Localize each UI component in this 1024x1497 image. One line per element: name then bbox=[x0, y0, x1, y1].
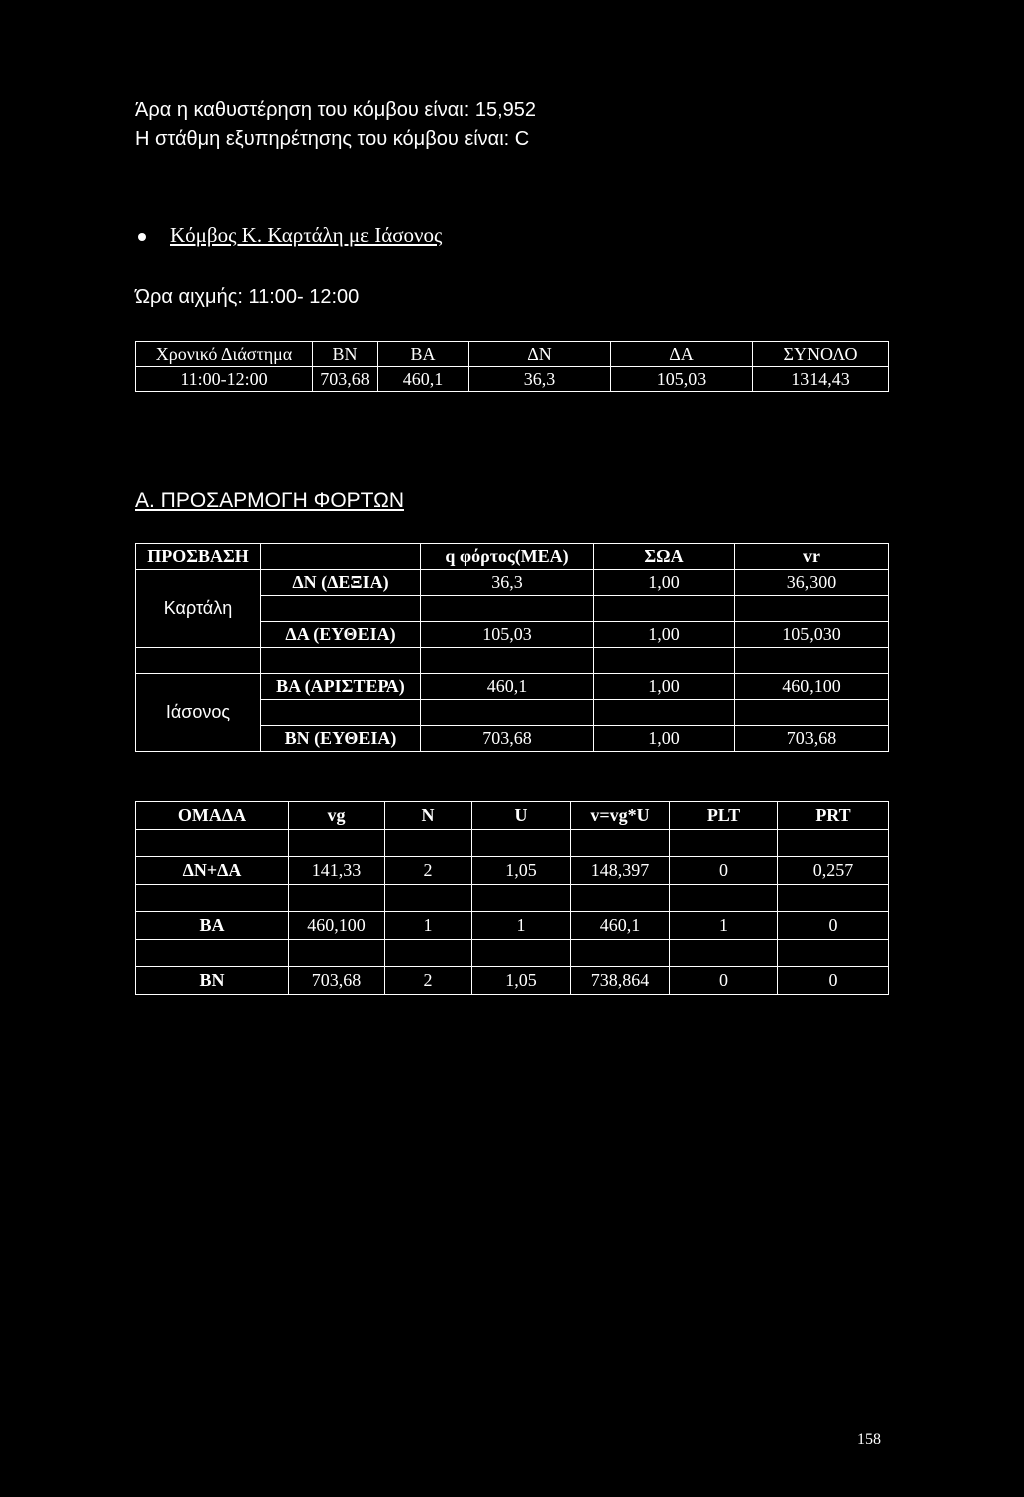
table-cell bbox=[472, 939, 571, 967]
table-cell: 0 bbox=[778, 967, 889, 995]
table-cell: 460,1 bbox=[378, 367, 469, 392]
table-header-cell: vr bbox=[735, 544, 889, 570]
table-cell bbox=[735, 596, 889, 622]
table-row bbox=[136, 367, 889, 392]
table-cell bbox=[136, 939, 289, 967]
table-cell bbox=[571, 829, 670, 857]
table-cell: 0 bbox=[670, 967, 778, 995]
table-cell bbox=[136, 648, 261, 674]
table-cell bbox=[594, 596, 735, 622]
page-number: 158 bbox=[857, 1431, 881, 1448]
table-cell: 0,257 bbox=[778, 857, 889, 885]
table-cell: 703,68 bbox=[421, 726, 594, 752]
table-header-cell: ΒΑ bbox=[378, 342, 469, 367]
table-cell: 460,1 bbox=[421, 674, 594, 700]
table-cell bbox=[385, 884, 472, 912]
table-cell: 36,3 bbox=[469, 367, 611, 392]
table-cell bbox=[472, 829, 571, 857]
table-cell: 36,300 bbox=[735, 570, 889, 596]
table-header-cell: U bbox=[472, 802, 571, 830]
table-cell bbox=[472, 884, 571, 912]
table-cell: ΔΑ (ΕΥΘΕΙΑ) bbox=[261, 622, 421, 648]
table-row bbox=[136, 829, 889, 857]
table-cell bbox=[136, 829, 289, 857]
approach-cell: Καρτάλη bbox=[136, 570, 261, 648]
table-cell bbox=[778, 939, 889, 967]
table-cell bbox=[385, 829, 472, 857]
lane-group-table bbox=[135, 801, 889, 995]
table-header-row bbox=[136, 544, 889, 570]
table-cell bbox=[594, 700, 735, 726]
table-cell bbox=[571, 884, 670, 912]
table-header-cell: q φόρτος(ΜΕΑ) bbox=[421, 544, 594, 570]
table-header-cell: N bbox=[385, 802, 472, 830]
table-header-row bbox=[136, 342, 889, 367]
table-cell: 703,68 bbox=[289, 967, 385, 995]
table-cell: 141,33 bbox=[289, 857, 385, 885]
table-header-cell: ΔΝ bbox=[469, 342, 611, 367]
table-cell bbox=[778, 829, 889, 857]
section-heading: Α. ΠΡΟΣΑΡΜΟΓΗ ΦΟΡΤΩΝ bbox=[135, 489, 404, 512]
table-row bbox=[136, 570, 889, 596]
table-cell: ΒΝ (ΕΥΘΕΙΑ) bbox=[261, 726, 421, 752]
table-cell: ΔΝ+ΔΑ bbox=[136, 857, 289, 885]
table-cell: 738,864 bbox=[571, 967, 670, 995]
table-cell: 1 bbox=[670, 912, 778, 940]
load-adjustment-table bbox=[135, 543, 889, 752]
table-cell bbox=[289, 939, 385, 967]
table-cell bbox=[421, 648, 594, 674]
table-cell bbox=[594, 648, 735, 674]
table-cell bbox=[735, 648, 889, 674]
table-row bbox=[136, 648, 889, 674]
table-cell bbox=[735, 700, 889, 726]
approach-cell: Ιάσονος bbox=[136, 674, 261, 752]
table-header-cell: Χρονικό Διάστημα bbox=[136, 342, 313, 367]
table-row bbox=[136, 857, 889, 885]
table-cell bbox=[670, 829, 778, 857]
table-cell: 36,3 bbox=[421, 570, 594, 596]
table-cell: 460,100 bbox=[289, 912, 385, 940]
table-cell: 460,100 bbox=[735, 674, 889, 700]
table-header-cell: ΟΜΑΔΑ bbox=[136, 802, 289, 830]
table-header-cell: ΒΝ bbox=[313, 342, 378, 367]
table-cell: ΒΝ bbox=[136, 967, 289, 995]
table-cell bbox=[421, 596, 594, 622]
volumes-table bbox=[135, 341, 889, 392]
table-cell: 1,00 bbox=[594, 674, 735, 700]
service-level-line: Η στάθμη εξυπηρέτησης του κόμβου είναι: C bbox=[135, 128, 530, 150]
table-cell: 11:00-12:00 bbox=[136, 367, 313, 392]
table-header-cell: ΣΩΑ bbox=[594, 544, 735, 570]
table-cell: ΔΝ (ΔΕΞΙΑ) bbox=[261, 570, 421, 596]
node-title: Κόμβος Κ. Καρτάλη με Ιάσονος bbox=[170, 223, 443, 247]
bullet-icon bbox=[138, 233, 146, 241]
table-cell: 0 bbox=[778, 912, 889, 940]
table-row bbox=[136, 674, 889, 700]
node-title-row bbox=[135, 223, 442, 248]
table-cell: 1,05 bbox=[472, 967, 571, 995]
table-cell bbox=[289, 829, 385, 857]
table-cell bbox=[421, 700, 594, 726]
table-header-cell: ΠΡΟΣΒΑΣΗ bbox=[136, 544, 261, 570]
table-cell: 1,05 bbox=[472, 857, 571, 885]
table-cell bbox=[261, 700, 421, 726]
table-header-cell: ΣΥΝΟΛΟ bbox=[753, 342, 889, 367]
table-cell: 0 bbox=[670, 857, 778, 885]
table-cell: 1,00 bbox=[594, 726, 735, 752]
table-header-cell: v=vg*U bbox=[571, 802, 670, 830]
table-header-cell: vg bbox=[289, 802, 385, 830]
table-cell: 703,68 bbox=[735, 726, 889, 752]
table-cell: 703,68 bbox=[313, 367, 378, 392]
table-header-cell: ΔΑ bbox=[611, 342, 753, 367]
table-cell: 148,397 bbox=[571, 857, 670, 885]
table-cell bbox=[571, 939, 670, 967]
table-cell bbox=[670, 884, 778, 912]
table-header-cell bbox=[261, 544, 421, 570]
table-cell: 105,03 bbox=[611, 367, 753, 392]
table-cell: 105,03 bbox=[421, 622, 594, 648]
table-cell: 2 bbox=[385, 857, 472, 885]
table-row bbox=[136, 939, 889, 967]
peak-hour-line: Ώρα αιχμής: 11:00- 12:00 bbox=[135, 286, 360, 308]
table-cell bbox=[778, 884, 889, 912]
table-cell: 105,030 bbox=[735, 622, 889, 648]
delay-result-line: Άρα η καθυστέρηση του κόμβου είναι: 15,952 bbox=[135, 99, 536, 121]
table-cell: ΒΑ bbox=[136, 912, 289, 940]
table-cell bbox=[136, 884, 289, 912]
table-cell: 1,00 bbox=[594, 570, 735, 596]
table-cell: ΒΑ (ΑΡΙΣΤΕΡΑ) bbox=[261, 674, 421, 700]
table-row bbox=[136, 967, 889, 995]
table-cell: 2 bbox=[385, 967, 472, 995]
table-row bbox=[136, 884, 889, 912]
table-cell: 1 bbox=[472, 912, 571, 940]
table-header-cell: PRT bbox=[778, 802, 889, 830]
table-cell bbox=[670, 939, 778, 967]
table-header-row bbox=[136, 802, 889, 830]
table-cell: 460,1 bbox=[571, 912, 670, 940]
table-header-cell: PLT bbox=[670, 802, 778, 830]
table-cell: 1,00 bbox=[594, 622, 735, 648]
table-cell: 1 bbox=[385, 912, 472, 940]
table-cell: 1314,43 bbox=[753, 367, 889, 392]
table-cell bbox=[261, 648, 421, 674]
table-cell bbox=[385, 939, 472, 967]
table-row bbox=[136, 912, 889, 940]
table-cell bbox=[261, 596, 421, 622]
table-cell bbox=[289, 884, 385, 912]
